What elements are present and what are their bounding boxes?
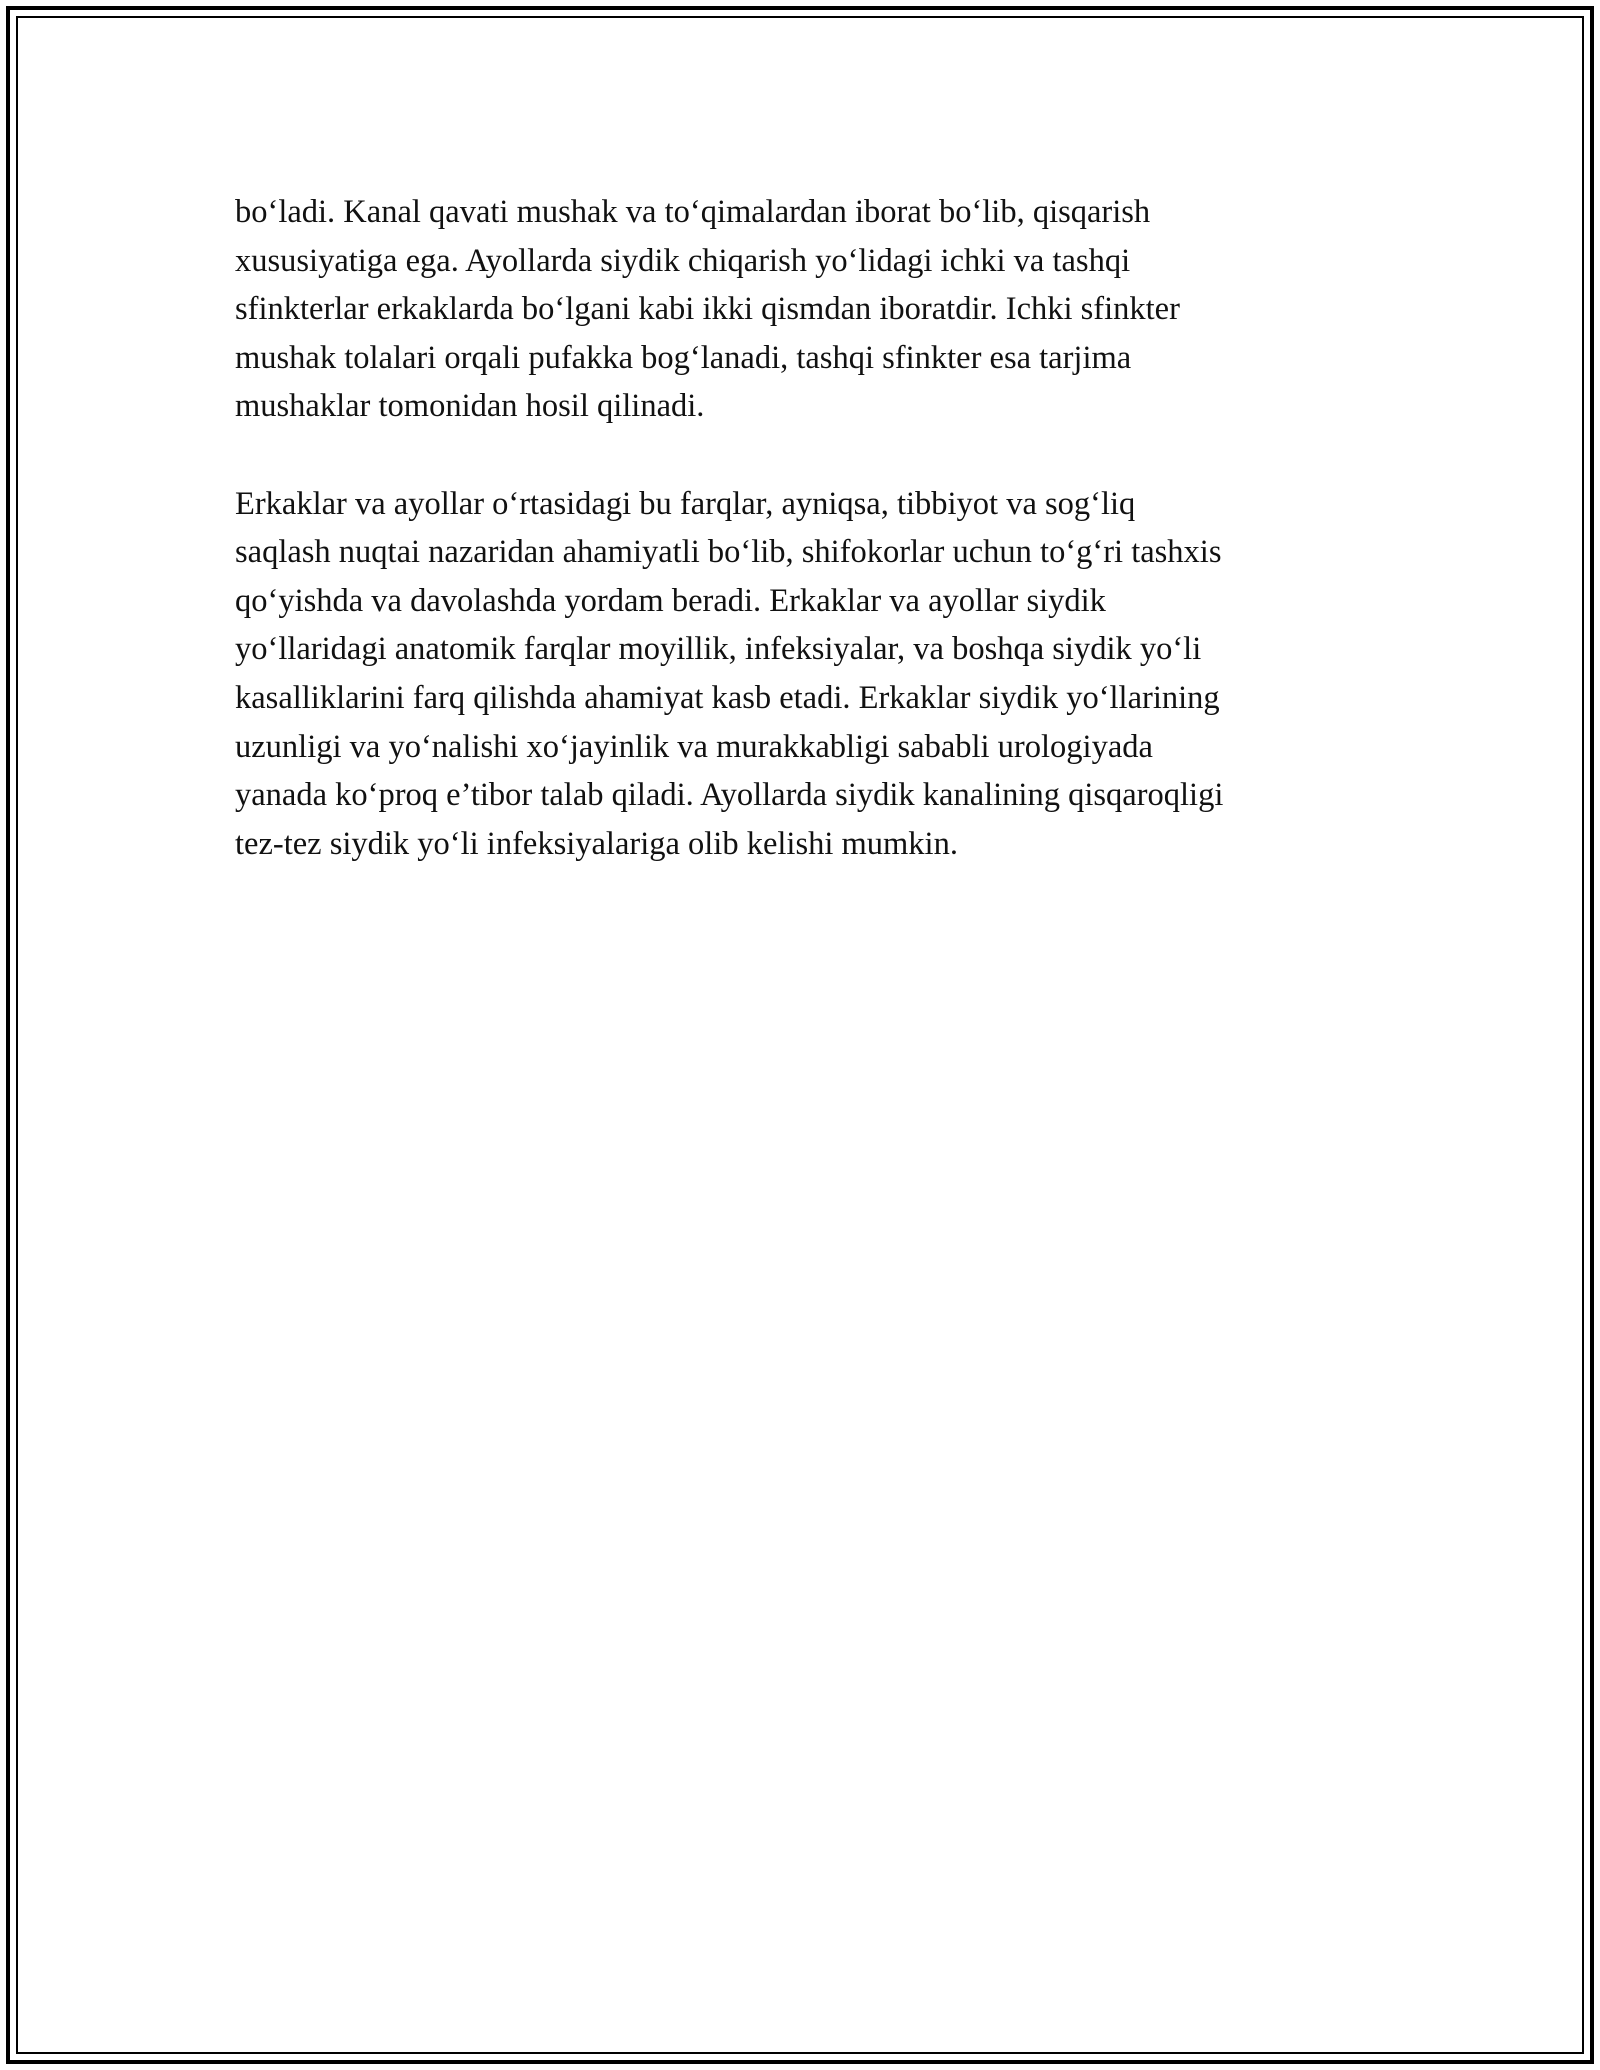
text-line: sfinkterlar erkaklarda bo‘lgani kabi ikki qismdan iboratdir. Ichki sfinkter [235,291,1180,328]
text-line: tez-tez siydik yo‘li infeksiyalariga olib kelishi mumkin. [235,825,958,862]
text-line: uzunligi va yo‘nalishi xo‘jayinlik va murakkabligi sababli urologiyada [235,728,1153,765]
document-body [235,188,1375,868]
text-line: xususiyatiga ega. Ayollarda siydik chiqarish yo‘lidagi ichki va tashqi [235,242,1131,279]
paragraph-1 [235,188,1375,431]
text-line: kasalliklarini farq qilishda ahamiyat kasb etadi. Erkaklar siydik yo‘llarining [235,679,1220,716]
text-line: saqlash nuqtai nazaridan ahamiyatli bo‘lib, shifokorlar uchun to‘g‘ri tashxis [235,534,1222,571]
text-line: mushaklar tomonidan hosil qilinadi. [235,388,705,425]
text-line: yanada ko‘proq e’tibor talab qiladi. Ayollarda siydik kanalining qisqaroqligi [235,777,1224,814]
text-line: qo‘yishda va davolashda yordam beradi. Erkaklar va ayollar siydik [235,582,1106,619]
text-line: mushak tolalari orqali pufakka bog‘lanadi, tashqi sfinkter esa tarjima [235,339,1132,376]
text-line: yo‘llaridagi anatomik farqlar moyillik, infeksiyalar, va boshqa siydik yo‘li [235,631,1202,668]
text-line: bo‘ladi. Kanal qavati mushak va to‘qimalardan iborat bo‘lib, qisqarish [235,194,1151,230]
paragraph-2 [235,480,1375,869]
text-line: Erkaklar va ayollar o‘rtasidagi bu farqlar, ayniqsa, tibbiyot va sog‘liq [235,485,1136,522]
